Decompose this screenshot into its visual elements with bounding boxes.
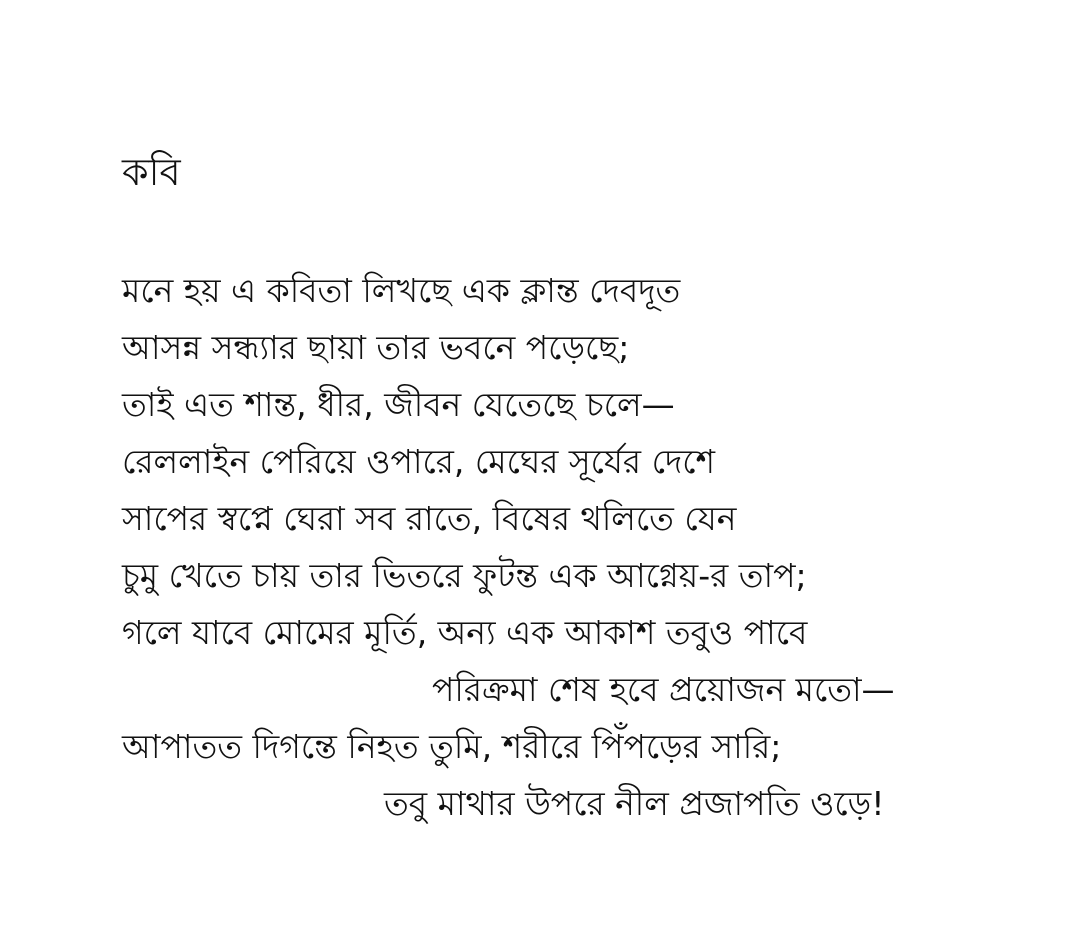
poem-line: আপাতত দিগন্তে নিহত তুমি, শরীরে পিঁপড়ের সারি;: [122, 727, 782, 766]
poem-line: চুমু খেতে চায় তার ভিতরে ফুটন্ত এক আগ্নেয়-র তাপ;: [122, 556, 807, 595]
poem-line: আসন্ন সন্ধ্যার ছায়া তার ভবনে পড়েছে;: [122, 328, 630, 367]
poem-line: সাপের স্বপ্নে ঘেরা সব রাতে, বিষের থলিতে যেন: [122, 499, 737, 538]
poem-line: রেললাইন পেরিয়ে ওপারে, মেঘের সূর্যের দেশে: [122, 442, 716, 481]
poem-body: [122, 262, 1022, 832]
poem-line: তাই এত শান্ত, ধীর, জীবন যেতেছে চলে—: [122, 385, 675, 424]
poem-line-indented: তবু মাথার উপরে নীল প্রজাপতি ওড়ে!: [384, 784, 885, 823]
poem-line: মনে হয় এ কবিতা লিখছে এক ক্লান্ত দেবদূত: [122, 271, 681, 310]
poem-title: কবি: [122, 150, 181, 194]
poem-line: গলে যাবে মোমের মূর্তি, অন্য এক আকাশ তবুও পাবে: [122, 613, 808, 652]
poem-line-indented: পরিক্রমা শেষ হবে প্রয়োজন মতো—: [432, 670, 895, 709]
